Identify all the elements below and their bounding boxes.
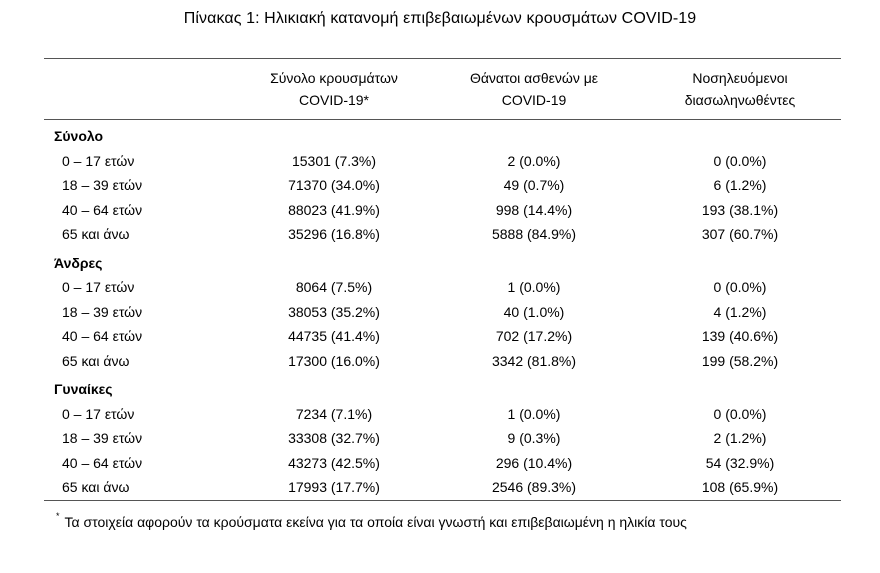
- deaths-cell: 9 (0.3%): [507, 430, 561, 446]
- age-group-cell: 65 και άνω: [62, 226, 130, 242]
- age-distribution-table: [44, 58, 841, 501]
- header-intubated: [639, 59, 841, 120]
- intubated-cell: 0 (0.0%): [713, 279, 767, 295]
- intubated-cell: 6 (1.2%): [713, 177, 767, 193]
- intubated-cell: 4 (1.2%): [713, 303, 767, 320]
- age-group-cell: 40 – 64 ετών: [62, 201, 143, 218]
- cases-cell: 71370 (34.0%): [288, 177, 380, 193]
- header-age-group: [44, 59, 239, 120]
- age-group-cell: 18 – 39 ετών: [62, 430, 143, 446]
- table-row: [44, 222, 841, 247]
- group-row: [44, 120, 841, 149]
- cases-cell: 44735 (41.4%): [288, 328, 380, 344]
- cases-cell: 88023 (41.9%): [288, 201, 380, 218]
- intubated-cell: 307 (60.7%): [701, 226, 779, 242]
- table-row: [44, 349, 841, 374]
- age-group-cell: 65 και άνω: [62, 352, 130, 369]
- header-intubated-line1: Νοσηλευόμενοι: [692, 70, 788, 86]
- header-intubated-line2: διασωληνωθέντες: [684, 92, 796, 108]
- intubated-cell: 2 (1.2%): [713, 430, 767, 446]
- table-row: [44, 402, 841, 427]
- intubated-cell: 54 (32.9%): [705, 454, 775, 471]
- header-deaths-line2: COVID-19: [501, 92, 567, 108]
- deaths-cell: 2 (0.0%): [507, 152, 561, 169]
- table-row: [44, 451, 841, 476]
- intubated-cell: 108 (65.9%): [701, 479, 779, 495]
- table-row: [44, 475, 841, 500]
- table-row: [44, 300, 841, 325]
- table-row: [44, 149, 841, 174]
- age-group-cell: 40 – 64 ετών: [62, 454, 143, 471]
- age-group-cell: 65 και άνω: [62, 479, 130, 495]
- deaths-cell: 1 (0.0%): [507, 279, 561, 295]
- group-label: Σύνολο: [54, 128, 104, 144]
- deaths-cell: 5888 (84.9%): [491, 226, 577, 242]
- cases-cell: 8064 (7.5%): [295, 279, 373, 295]
- cases-cell: 7234 (7.1%): [295, 405, 373, 422]
- footnote-mark: *: [56, 511, 60, 521]
- table-bottom-rule: [44, 500, 841, 501]
- deaths-cell: 3342 (81.8%): [491, 352, 577, 369]
- table-row: [44, 275, 841, 300]
- table-row: [44, 426, 841, 451]
- group-row: [44, 373, 841, 402]
- group-label: Γυναίκες: [54, 381, 113, 397]
- deaths-cell: 40 (1.0%): [503, 303, 565, 320]
- cases-cell: 35296 (16.8%): [288, 226, 380, 242]
- cases-cell: 17993 (17.7%): [288, 479, 380, 495]
- header-total-cases-line2: COVID-19*: [298, 92, 370, 108]
- cases-cell: 38053 (35.2%): [288, 303, 380, 320]
- intubated-cell: 0 (0.0%): [713, 405, 767, 422]
- footnote: [56, 511, 687, 530]
- cases-cell: 17300 (16.0%): [288, 352, 380, 369]
- deaths-cell: 998 (14.4%): [495, 201, 573, 218]
- intubated-cell: 193 (38.1%): [701, 201, 779, 218]
- deaths-cell: 49 (0.7%): [503, 177, 565, 193]
- footnote-text: Τα στοιχεία αφορούν τα κρούσματα εκείνα για τα οποία είναι γνωστή και επιβεβαιωμένη η ηλικία τους: [64, 514, 687, 530]
- group-row: [44, 247, 841, 276]
- header-total-cases-line1: Σύνολο κρουσμάτων: [270, 70, 398, 86]
- age-group-cell: 18 – 39 ετών: [62, 177, 143, 193]
- age-group-cell: 0 – 17 ετών: [62, 152, 135, 169]
- header-total-cases: [239, 59, 429, 120]
- table-row: [44, 173, 841, 198]
- deaths-cell: 1 (0.0%): [507, 405, 561, 422]
- cases-cell: 33308 (32.7%): [288, 430, 380, 446]
- age-group-cell: 0 – 17 ετών: [62, 405, 135, 422]
- group-label: Άνδρες: [54, 254, 103, 271]
- age-group-cell: 40 – 64 ετών: [62, 328, 143, 344]
- intubated-cell: 199 (58.2%): [701, 352, 779, 369]
- table-header-row: [44, 59, 841, 120]
- cases-cell: 43273 (42.5%): [288, 454, 380, 471]
- table-row: [44, 198, 841, 223]
- deaths-cell: 702 (17.2%): [495, 328, 573, 344]
- deaths-cell: 296 (10.4%): [495, 454, 573, 471]
- age-group-cell: 18 – 39 ετών: [62, 303, 143, 320]
- header-deaths-line1: Θάνατοι ασθενών με: [469, 70, 599, 86]
- table-title: Πίνακας 1: Ηλικιακή κατανομή επιβεβαιωμένων κρουσμάτων COVID-19: [183, 10, 697, 27]
- header-deaths: [429, 59, 639, 120]
- deaths-cell: 2546 (89.3%): [491, 479, 577, 495]
- intubated-cell: 0 (0.0%): [713, 152, 767, 169]
- table-row: [44, 324, 841, 349]
- intubated-cell: 139 (40.6%): [701, 328, 779, 344]
- age-group-cell: 0 – 17 ετών: [62, 279, 135, 295]
- cases-cell: 15301 (7.3%): [291, 152, 377, 169]
